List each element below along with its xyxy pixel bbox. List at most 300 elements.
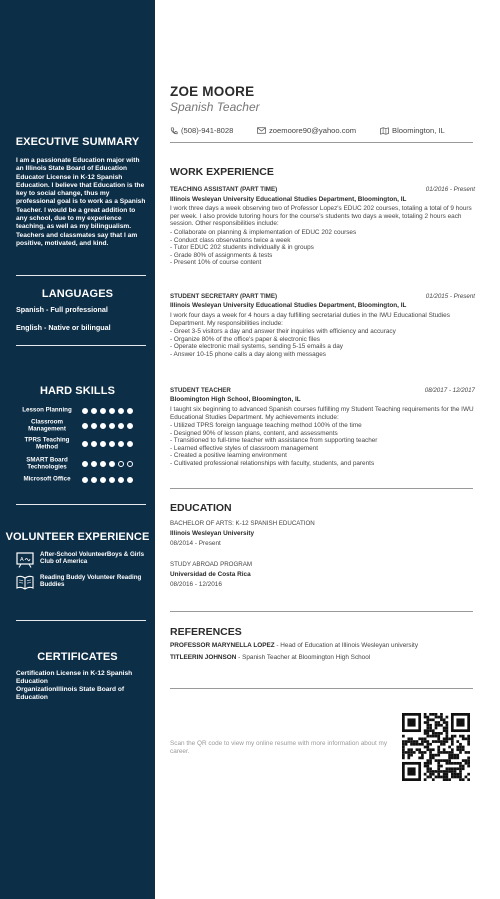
qr-module [405, 743, 408, 746]
summary-text: I am a passionate Education major with an Illinois State Board of Education Educator License in K-12 Spanish Education. I believe that Education is the key to social change, thus my professional goal is to work as a Spanish Teacher. I would be a great addition to any school, due to my experience teaching, as well as my bilingualism. Teachers and classmates say that I am positive, motivated, and kind. [16, 157, 146, 247]
qr-module [467, 778, 470, 781]
qr-module [459, 773, 462, 776]
qr-module [432, 748, 435, 751]
rating-dot-filled [82, 441, 88, 447]
qr-module [432, 729, 435, 732]
qr-module [416, 740, 419, 743]
rating-dot-filled [91, 423, 97, 429]
qr-module [459, 762, 462, 765]
job-title: STUDENT SECRETARY (PART TIME) [170, 293, 278, 300]
qr-module [437, 716, 440, 719]
qr-module [424, 762, 427, 765]
qr-module [446, 729, 449, 732]
rating-dot-filled [127, 441, 133, 447]
qr-module [429, 759, 432, 762]
job-description: I work three days a week observing two of Professor Lopez's EDUC 202 courses, totaling a total of 9 hours per week. I also provide tutoring hours for the course's students two days a week, totaling 2 hours each session. Other responsibilities include: [170, 205, 472, 228]
qr-module [459, 765, 462, 768]
qr-module [448, 737, 451, 740]
qr-module [426, 746, 429, 749]
job-bullet: - Collaborate on planning & implementation of EDUC 202 courses [170, 229, 357, 236]
qr-module [429, 757, 432, 760]
job-title: TEACHING ASSISTANT (PART TIME) [170, 186, 278, 193]
rating-dot-filled [118, 408, 124, 414]
qr-module [418, 737, 421, 740]
qr-module [446, 778, 449, 781]
qr-module [416, 743, 419, 746]
rating-dot-filled [91, 461, 97, 467]
qr-module [462, 767, 465, 770]
qr-module [451, 735, 454, 738]
rating-dot-filled [109, 408, 115, 414]
qr-module [448, 754, 451, 757]
qr-module [446, 735, 449, 738]
skill-row [16, 457, 146, 471]
qr-module [462, 765, 465, 768]
qr-module [451, 767, 454, 770]
qr-module [432, 778, 435, 781]
qr-module [432, 740, 435, 743]
qr-module [435, 721, 438, 724]
job-bullet: - Tutor EDUC 202 students individually & in groups [170, 244, 314, 252]
qr-module [437, 735, 440, 738]
qr-module [429, 754, 432, 757]
rating-dot-filled [127, 477, 133, 483]
qr-module [421, 751, 424, 754]
qr-module [446, 759, 449, 762]
qr-module [426, 762, 429, 765]
job-bullets [170, 328, 475, 358]
qr-module [435, 713, 438, 716]
qr-module [429, 713, 432, 716]
qr-module [432, 732, 435, 735]
qr-module [437, 776, 440, 779]
qr-module [424, 746, 427, 749]
qr-module [448, 778, 451, 781]
qr-module [451, 776, 454, 779]
qr-module [424, 773, 427, 776]
rating-dot-filled [118, 441, 124, 447]
qr-module [432, 735, 435, 738]
work-heading: WORK EXPERIENCE [170, 166, 274, 178]
qr-module [424, 721, 427, 724]
qr-module [456, 748, 459, 751]
qr-module [443, 737, 446, 740]
qr-module [465, 737, 468, 740]
job-organization: Illinois Wesleyan University Educational Studies Department, Bloomington, IL [170, 196, 407, 203]
qr-module [424, 713, 427, 716]
reference-name: PROFESSOR MARYNELLA LOPEZ [170, 642, 275, 649]
qr-module [462, 735, 465, 738]
rating-dot-filled [100, 441, 106, 447]
job-bullet: - Greet 3-5 visitors a day and answer their inquiries with efficiency and accuracy [170, 328, 396, 335]
candidate-title: Spanish Teacher [170, 100, 260, 114]
qr-module [446, 721, 449, 724]
qr-module [402, 751, 405, 754]
qr-module [413, 743, 416, 746]
qr-module [440, 765, 443, 768]
qr-module [437, 759, 440, 762]
qr-module [405, 740, 408, 743]
qr-module [424, 716, 427, 719]
rating-dot-filled [100, 423, 106, 429]
qr-module [437, 748, 440, 751]
qr-module [437, 762, 440, 765]
qr-module [405, 751, 408, 754]
skill-row [16, 437, 146, 451]
qr-module [426, 716, 429, 719]
job-bullet: - Cultivated professional relationships with faculty, students, and parents [170, 459, 375, 467]
volunteer-heading: VOLUNTEER EXPERIENCE [5, 531, 150, 543]
summary-heading: EXECUTIVE SUMMARY [15, 136, 140, 148]
qr-module [459, 735, 462, 738]
qr-module [429, 729, 432, 732]
qr-module [451, 740, 454, 743]
qr-module [416, 748, 419, 751]
qr-module [426, 740, 429, 743]
qr-module [459, 743, 462, 746]
qr-module [456, 740, 459, 743]
certificate-org: OrganizationIllinois State Board of Education [16, 686, 125, 701]
qr-module [437, 754, 440, 757]
qr-module [465, 762, 468, 765]
qr-module [440, 718, 443, 721]
qr-module [446, 776, 449, 779]
reference-detail: - Head of Education at Illinois Wesleyan university [274, 642, 419, 649]
qr-module [418, 743, 421, 746]
job-bullet: - Designed 90% of lesson plans, content, and assessments [170, 429, 338, 437]
job-date: 01/2015 - Present [425, 293, 475, 300]
skill-row [16, 473, 146, 487]
qr-module [456, 754, 459, 757]
qr-module [437, 724, 440, 727]
qr-module [424, 737, 427, 740]
qr-module [407, 757, 410, 760]
qr-module [432, 754, 435, 757]
skills-heading: HARD SKILLS [39, 385, 116, 397]
qr-module [451, 737, 454, 740]
job-description: I taught six beginning to advanced Spanish courses fulfilling my Student Teaching requirements for the IWU Educational Studies Department. My achievements include: [170, 406, 474, 421]
qr-module [448, 767, 451, 770]
qr-module [435, 724, 438, 727]
qr-module [426, 732, 429, 735]
reference-item [170, 642, 418, 649]
job-bullet: - Answer 10-15 phone calls a day along with messages [170, 350, 326, 358]
qr-module [454, 757, 457, 760]
qr-finder-core [407, 718, 415, 726]
qr-module [435, 776, 438, 779]
qr-module [462, 748, 465, 751]
reference-item [170, 654, 370, 661]
location-text: Bloomington, IL [392, 126, 445, 135]
qr-module [454, 773, 457, 776]
qr-module [443, 759, 446, 762]
contact-phone [170, 126, 233, 135]
qr-module [429, 748, 432, 751]
qr-code[interactable] [402, 713, 470, 781]
qr-module [467, 743, 470, 746]
qr-module [402, 748, 405, 751]
job-date: 01/2016 - Present [425, 186, 475, 193]
rating-dot-filled [82, 477, 88, 483]
qr-module [454, 754, 457, 757]
divider [16, 275, 146, 276]
qr-module [432, 773, 435, 776]
qr-module [410, 748, 413, 751]
education-school: Universidad de Costa Rica [170, 571, 251, 578]
qr-module [467, 751, 470, 754]
qr-module [451, 757, 454, 760]
qr-finder-core [456, 718, 464, 726]
phone-icon [170, 127, 178, 135]
qr-module [426, 724, 429, 727]
qr-module [440, 732, 443, 735]
job-bullet: - Operate electronic mail systems, sending 5-15 emails a day [170, 343, 343, 351]
qr-module [456, 767, 459, 770]
job-organization: Illinois Wesleyan University Educational Studies Department, Bloomington, IL [170, 302, 407, 309]
qr-module [410, 740, 413, 743]
qr-module [437, 721, 440, 724]
qr-module [407, 737, 410, 740]
qr-module [410, 754, 413, 757]
qr-module [467, 762, 470, 765]
qr-module [429, 770, 432, 773]
qr-module [424, 751, 427, 754]
qr-module [456, 776, 459, 779]
qr-module [437, 737, 440, 740]
qr-module [446, 751, 449, 754]
qr-finder-core [407, 767, 415, 775]
qr-module [448, 751, 451, 754]
qr-module [426, 748, 429, 751]
rating-dot-filled [100, 461, 106, 467]
skill-rating [82, 477, 133, 483]
qr-module [440, 759, 443, 762]
skill-rating [82, 408, 133, 414]
qr-module [435, 732, 438, 735]
job-bullet: - Conduct class observations twice a week [170, 236, 291, 244]
qr-module [435, 759, 438, 762]
job-title: STUDENT TEACHER [170, 387, 231, 394]
open-book-icon [16, 575, 34, 591]
qr-module [446, 727, 449, 730]
skill-rating [82, 423, 133, 429]
qr-module [446, 740, 449, 743]
qr-module [407, 740, 410, 743]
education-heading: EDUCATION [170, 502, 232, 514]
chalkboard-icon [16, 552, 34, 568]
qr-module [456, 762, 459, 765]
rating-dot-filled [100, 408, 106, 414]
divider [16, 504, 146, 505]
qr-module [440, 776, 443, 779]
qr-module [413, 740, 416, 743]
qr-module [432, 770, 435, 773]
qr-module [446, 767, 449, 770]
qr-module [440, 770, 443, 773]
qr-module [426, 729, 429, 732]
qr-module [467, 737, 470, 740]
languages-heading: LANGUAGES [41, 288, 114, 300]
qr-module [402, 746, 405, 749]
qr-module [454, 767, 457, 770]
qr-module [440, 740, 443, 743]
rating-dot-filled [127, 423, 133, 429]
skill-row [16, 419, 146, 433]
qr-module [426, 718, 429, 721]
volunteer-label: After-School VolunteerBoys & Girls Club of America [40, 551, 145, 566]
qr-module [432, 718, 435, 721]
job-bullet: - Utilized TPRS foreign language teaching method 100% of the time [170, 422, 362, 429]
rating-dot-filled [127, 408, 133, 414]
qr-module [402, 743, 405, 746]
qr-module [440, 713, 443, 716]
qr-module [443, 721, 446, 724]
qr-module [451, 751, 454, 754]
qr-module [418, 757, 421, 760]
rating-dot-filled [118, 477, 124, 483]
rating-dot-filled [109, 477, 115, 483]
qr-module [435, 770, 438, 773]
qr-module [446, 770, 449, 773]
qr-module [426, 770, 429, 773]
rating-dot-filled [82, 461, 88, 467]
qr-module [446, 716, 449, 719]
qr-module [435, 716, 438, 719]
qr-module [462, 746, 465, 749]
qr-module [459, 746, 462, 749]
qr-module [413, 751, 416, 754]
qr-module [440, 751, 443, 754]
qr-module [410, 737, 413, 740]
qr-module [448, 746, 451, 749]
qr-module [459, 776, 462, 779]
education-degree: STUDY ABROAD PROGRAM [170, 561, 253, 568]
reference-detail: - Spanish Teacher at Bloomington High School [236, 654, 371, 661]
qr-module [437, 765, 440, 768]
qr-module [456, 757, 459, 760]
qr-module [437, 732, 440, 735]
qr-module [426, 727, 429, 730]
contact-email [257, 126, 356, 135]
education-school: Illinois Wesleyan University [170, 530, 255, 537]
qr-module [435, 740, 438, 743]
qr-caption: Scan the QR code to view my online resume with more information about my career. [170, 740, 388, 755]
volunteer-item [16, 550, 151, 572]
qr-module [467, 765, 470, 768]
rating-dot-empty [118, 461, 124, 467]
job-description: I work four days a week for 4 hours a day fulfilling secretarial duties in the IWU Educational Studies Department. My responsibilities include: [170, 312, 450, 327]
rating-dot-filled [109, 423, 115, 429]
qr-module [421, 737, 424, 740]
qr-module [451, 770, 454, 773]
qr-module [446, 724, 449, 727]
qr-module [454, 770, 457, 773]
job-bullets [170, 422, 475, 468]
divider [16, 345, 146, 346]
qr-module [426, 759, 429, 762]
qr-module [451, 773, 454, 776]
qr-module [407, 754, 410, 757]
envelope-icon [257, 127, 266, 134]
qr-module [443, 776, 446, 779]
qr-module [426, 765, 429, 768]
rating-dot-filled [82, 408, 88, 414]
phone-text: (508)-941-8028 [181, 126, 234, 135]
qr-module [435, 727, 438, 730]
job-organization: Bloomington High School, Bloomington, IL [170, 396, 301, 403]
qr-module [448, 762, 451, 765]
education-date: 08/2014 - Present [170, 540, 221, 547]
language-item: English - Native or bilingual [16, 323, 111, 332]
qr-module [424, 778, 427, 781]
section-divider [170, 688, 473, 689]
qr-module [446, 762, 449, 765]
qr-module [402, 757, 405, 760]
qr-module [410, 751, 413, 754]
skill-name: Classroom Management [28, 418, 66, 432]
qr-module [454, 735, 457, 738]
qr-module [402, 740, 405, 743]
rating-dot-empty [127, 461, 133, 467]
qr-module [459, 770, 462, 773]
contact-location [380, 126, 445, 135]
qr-module [429, 762, 432, 765]
qr-module [465, 751, 468, 754]
qr-module [437, 746, 440, 749]
job-bullet: - Present 10% of course content [170, 259, 262, 267]
rating-dot-filled [91, 408, 97, 414]
job-bullet: - Organize 80% of the office's paper & electronic files [170, 335, 320, 343]
certificates-heading: CERTIFICATES [37, 651, 118, 663]
qr-module [467, 757, 470, 760]
qr-module [421, 757, 424, 760]
candidate-name: ZOE MOORE [170, 84, 255, 99]
job-bullet: - Learned effective styles of classroom management [170, 444, 319, 452]
map-icon [380, 127, 389, 135]
qr-module [424, 732, 427, 735]
qr-module [451, 754, 454, 757]
qr-module [429, 751, 432, 754]
qr-module [459, 748, 462, 751]
qr-module [448, 770, 451, 773]
qr-module [451, 743, 454, 746]
qr-module [440, 716, 443, 719]
qr-module [465, 759, 468, 762]
qr-module [448, 759, 451, 762]
qr-module [454, 762, 457, 765]
skill-name: Lesson Planning [22, 406, 72, 414]
job-date: 08/2017 - 12/2017 [424, 387, 475, 394]
qr-module [429, 727, 432, 730]
qr-module [437, 767, 440, 770]
qr-module [462, 737, 465, 740]
references-heading: REFERENCES [170, 626, 242, 638]
email-text[interactable]: zoemoore90@yahoo.com [269, 126, 357, 135]
job-bullet: - Grade 80% of assignments & tests [170, 251, 273, 259]
skill-row [16, 404, 146, 418]
qr-module [443, 748, 446, 751]
qr-module [454, 776, 457, 779]
qr-module [446, 773, 449, 776]
qr-module [407, 751, 410, 754]
qr-module [429, 776, 432, 779]
qr-module [465, 776, 468, 779]
qr-module [456, 746, 459, 749]
skill-name: Microsoft Office [23, 475, 71, 483]
qr-module [426, 767, 429, 770]
qr-module [410, 743, 413, 746]
qr-module [448, 757, 451, 760]
